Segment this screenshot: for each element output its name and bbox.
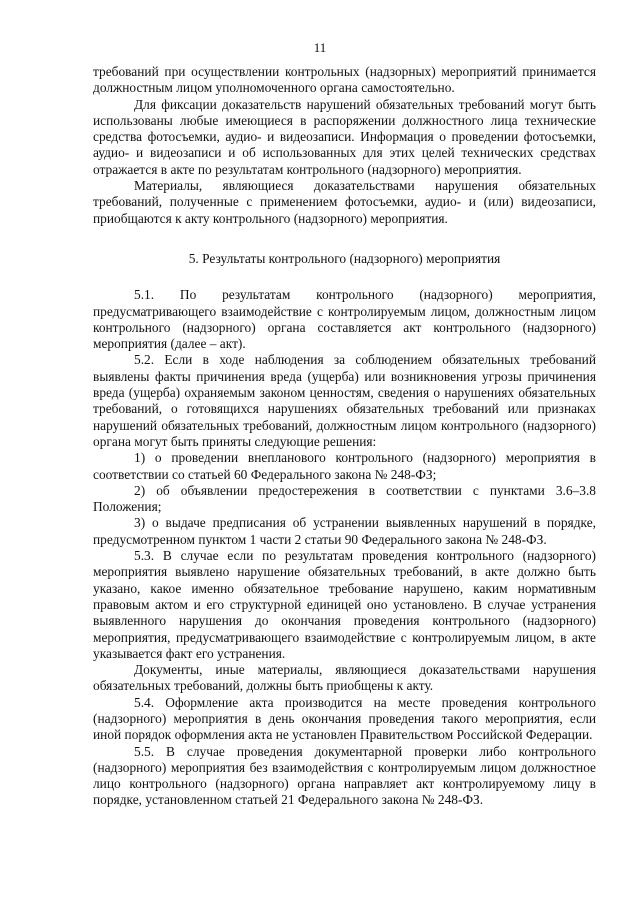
paragraph: Материалы, являющиеся доказательствами нарушения обязательных требований, полученные с применением фотосъемки, аудио- и (или) видеозаписи, приобщаются к акту контрольного (надзорного) мероприятия. xyxy=(93,178,596,226)
section-heading: 5. Результаты контрольного (надзорного) мероприятия xyxy=(188,250,501,266)
list-item: 1) о проведении внепланового контрольного (надзорного) мероприятия в соответствии со статьей 60 Федерального закона № 248-ФЗ; xyxy=(93,450,596,482)
paragraph: 5.3. В случае если по результатам проведения контрольного (надзорного) мероприятия выявлено нарушение обязательных требований, в акте должно быть указано, какое именно обязательное требование нарушено, каким нормативным правовым актом и его структурной единицей оно установлено. В случае устранения выявленного нарушения до окончания проведения контрольного (надзорного) мероприятия, предусматривающего взаимодействие с контролируемым лицом, в акте указывается факт его устранения. xyxy=(93,548,596,661)
paragraph: 5.4. Оформление акта производится на месте проведения контрольного (надзорного) мероприятия в день окончания проведения такого мероприятия, если иной порядок оформления акта не установлен Правительством Российской Федерации. xyxy=(93,694,596,743)
paragraph: требований при осуществлении контрольных (надзорных) мероприятий принимается должностным лицом уполномоченного органа самостоятельно. xyxy=(93,64,596,96)
page-number: 11 xyxy=(313,40,327,55)
paragraph: 5.2. Если в ходе наблюдения за соблюдением обязательных требований выявлены факты причинения вреда (ущерба) или возникновения угрозы причинения вреда (ущерба) охраняемым законом ценностям, сведения о нарушениях обязательных требований, о готовящихся нарушениях обязательных требований или признаках нарушений обязательных требований, должностным лицом контрольного (надзорного) органа могут быть приняты следующие решения: xyxy=(93,352,596,449)
paragraph: Для фиксации доказательств нарушений обязательных требований могут быть использованы любые имеющиеся в распоряжении должностного лица технические средства фотосъемки, аудио- и видеозаписи. Информация о проведении фотосъемки, аудио- и видеозаписи и об использованных для этих целей технических средствах отражается в акте по результатам контрольного (надзорного) мероприятия. xyxy=(93,96,596,177)
paragraph: 5.1. По результатам контрольного (надзорного) мероприятия, предусматривающего взаимодействие с контролируемым лицом, должностным лицом контрольного (надзорного) органа составляется акт контрольного (надзорного) мероприятия (далее – акт). xyxy=(93,287,596,352)
list-item: 2) об объявлении предостережения в соответствии с пунктами 3.6–3.8 Положения; xyxy=(93,482,596,515)
paragraph: Документы, иные материалы, являющиеся доказательствами нарушения обязательных требований, должны быть приобщены к акту. xyxy=(93,662,596,694)
document-body xyxy=(93,64,596,809)
list-item: 3) о выдаче предписания об устранении выявленных нарушений в порядке, предусмотренном пунктом 1 части 2 статьи 90 Федерального закона № 248-ФЗ. xyxy=(93,515,596,547)
paragraph: 5.5. В случае проведения документарной проверки либо контрольного (надзорного) мероприятия без взаимодействия с контролируемым лицом должностное лицо контрольного (надзорного) органа направляет акт контролируемому лицу в порядке, установленном статьей 21 Федерального закона № 248-ФЗ. xyxy=(93,743,596,808)
